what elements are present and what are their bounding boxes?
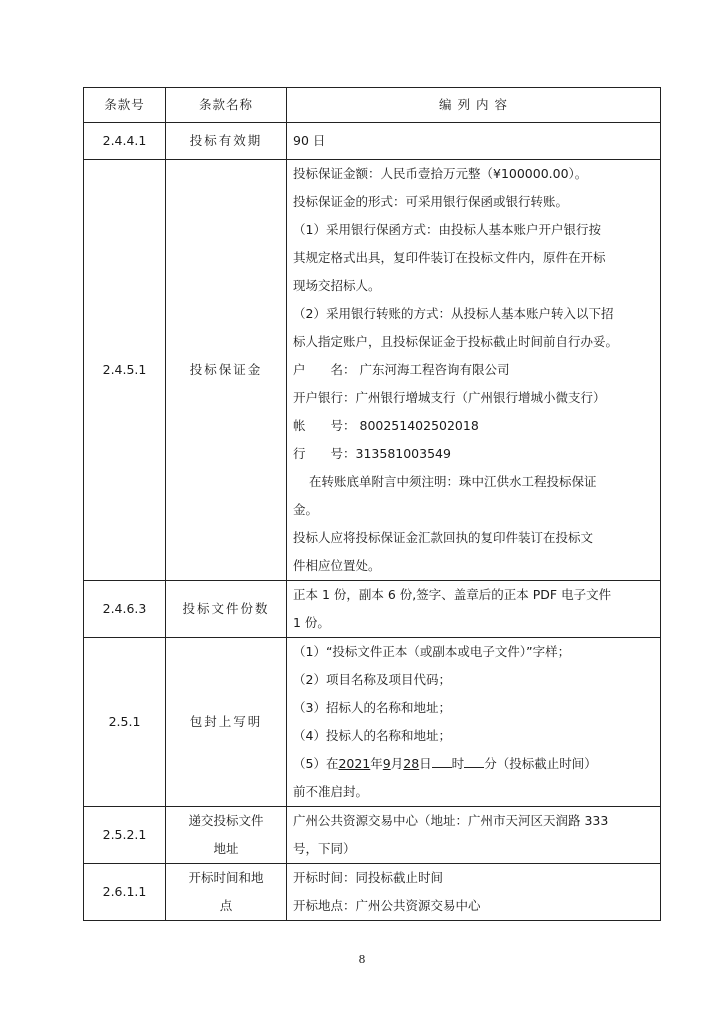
table-row xyxy=(84,160,661,581)
hour-blank xyxy=(432,753,452,768)
content-line: 件相应位置处。 xyxy=(293,558,381,573)
content-line: 开标时间：同投标截止时间 xyxy=(293,870,444,885)
clause-content xyxy=(287,160,661,581)
table-row xyxy=(84,123,661,160)
table-row xyxy=(84,581,661,638)
clause-content xyxy=(287,581,661,638)
header-content: 编 列 内 容 xyxy=(287,88,661,123)
clause-name-line: 递交投标文件 xyxy=(188,813,264,828)
remark-line: 金。 xyxy=(293,502,319,517)
clause-content xyxy=(287,807,661,864)
content-line: 其规定格式出具，复印件装订在投标文件内，原件在开标 xyxy=(293,250,606,265)
bank-line xyxy=(293,384,656,412)
content-line: 90 日 xyxy=(293,133,326,148)
deadline-day-unit: 日 xyxy=(419,756,432,771)
bank-code-label: 行 号： xyxy=(293,446,356,461)
content-line: （4）投标人的名称和地址； xyxy=(293,728,451,743)
deadline-year: 2021 xyxy=(338,756,371,771)
account-number-line xyxy=(293,412,656,440)
deadline-minute-unit: 分（投标截止时间） xyxy=(484,756,597,771)
bank-code-value: 313581003549 xyxy=(355,446,451,461)
deadline-month: 9 xyxy=(382,756,391,771)
deadline-line xyxy=(293,750,656,778)
content-line: （2）采用银行转账的方式：从投标人基本账户转入以下招 xyxy=(293,306,614,321)
content-line: 1 份。 xyxy=(293,615,330,630)
header-clause-name: 条款名称 xyxy=(166,88,287,123)
content-line: 投标人应将投标保证金汇款回执的复印件装订在投标文 xyxy=(293,530,594,545)
clause-name: 投标有效期 xyxy=(166,123,287,160)
clause-number: 2.6.1.1 xyxy=(84,864,166,921)
deadline-prefix: （5）在 xyxy=(293,756,339,771)
content-line: （2）项目名称及项目代码； xyxy=(293,672,451,687)
clause-number: 2.4.4.1 xyxy=(84,123,166,160)
clause-content xyxy=(287,123,661,160)
content-line: 投标保证金的形式：可采用银行保函或银行转账。 xyxy=(293,194,569,209)
minute-blank xyxy=(464,753,484,768)
account-name-line xyxy=(293,356,656,384)
clause-number: 2.4.5.1 xyxy=(84,160,166,581)
content-line: 投标保证金额：人民币壹拾万元整（¥100000.00）。 xyxy=(293,166,588,181)
content-line: （1）采用银行保函方式：由投标人基本账户开户银行按 xyxy=(293,222,601,237)
content-line: 广州公共资源交易中心（地址：广州市天河区天润路 333 xyxy=(293,813,609,828)
deadline-day: 28 xyxy=(403,756,420,771)
clause-number: 2.4.6.3 xyxy=(84,581,166,638)
clause-name-line: 地址 xyxy=(213,841,239,856)
remark-line: 在转账底单附言中须注明：珠中江供水工程投标保证 xyxy=(309,474,597,489)
header-row xyxy=(84,88,661,123)
account-name-value: 广东河海工程咨询有限公司 xyxy=(359,362,510,377)
clause-number: 2.5.1 xyxy=(84,638,166,807)
content-line: 号，下同） xyxy=(293,841,356,856)
table-row xyxy=(84,638,661,807)
bank-code-line xyxy=(293,440,656,468)
deadline-year-unit: 年 xyxy=(370,756,383,771)
content-line: （1）“投标文件正本（或副本或电子文件）”字样； xyxy=(293,644,571,659)
clauses-table xyxy=(83,87,661,921)
clause-name: 投标文件份数 xyxy=(166,581,287,638)
table-row xyxy=(84,807,661,864)
deadline-month-unit: 月 xyxy=(390,756,404,771)
page-number: 8 xyxy=(358,953,366,966)
clause-name: 包封上写明 xyxy=(166,638,287,807)
bank-value: 广州银行增城支行（广州银行增城小微支行） xyxy=(355,390,606,405)
bank-label: 开户银行： xyxy=(293,390,356,405)
deadline-hour-unit: 时 xyxy=(451,756,465,771)
clause-number: 2.5.2.1 xyxy=(84,807,166,864)
content-line: （3）招标人的名称和地址； xyxy=(293,700,451,715)
content-line: 现场交招标人。 xyxy=(293,278,381,293)
clause-name-line: 点 xyxy=(219,898,233,913)
table-row xyxy=(84,864,661,921)
content-line: 标人指定账户，且投标保证金于投标截止时间前自行办妥。 xyxy=(293,334,619,349)
account-name-label: 户 名： xyxy=(293,362,356,377)
account-number-label: 帐 号： xyxy=(293,418,356,433)
header-clause-number: 条款号 xyxy=(84,88,166,123)
clause-content xyxy=(287,864,661,921)
content-line: 前不准启封。 xyxy=(293,784,369,799)
content-line: 正本 1 份，副本 6 份,签字、盖章后的正本 PDF 电子文件 xyxy=(293,587,612,602)
content-line: 开标地点：广州公共资源交易中心 xyxy=(293,898,481,913)
clause-name: 投标保证金 xyxy=(166,160,287,581)
account-number-value: 800251402502018 xyxy=(359,418,479,433)
clause-name xyxy=(166,864,287,921)
clause-name-line: 开标时间和地 xyxy=(188,870,264,885)
clause-name xyxy=(166,807,287,864)
clause-content xyxy=(287,638,661,807)
